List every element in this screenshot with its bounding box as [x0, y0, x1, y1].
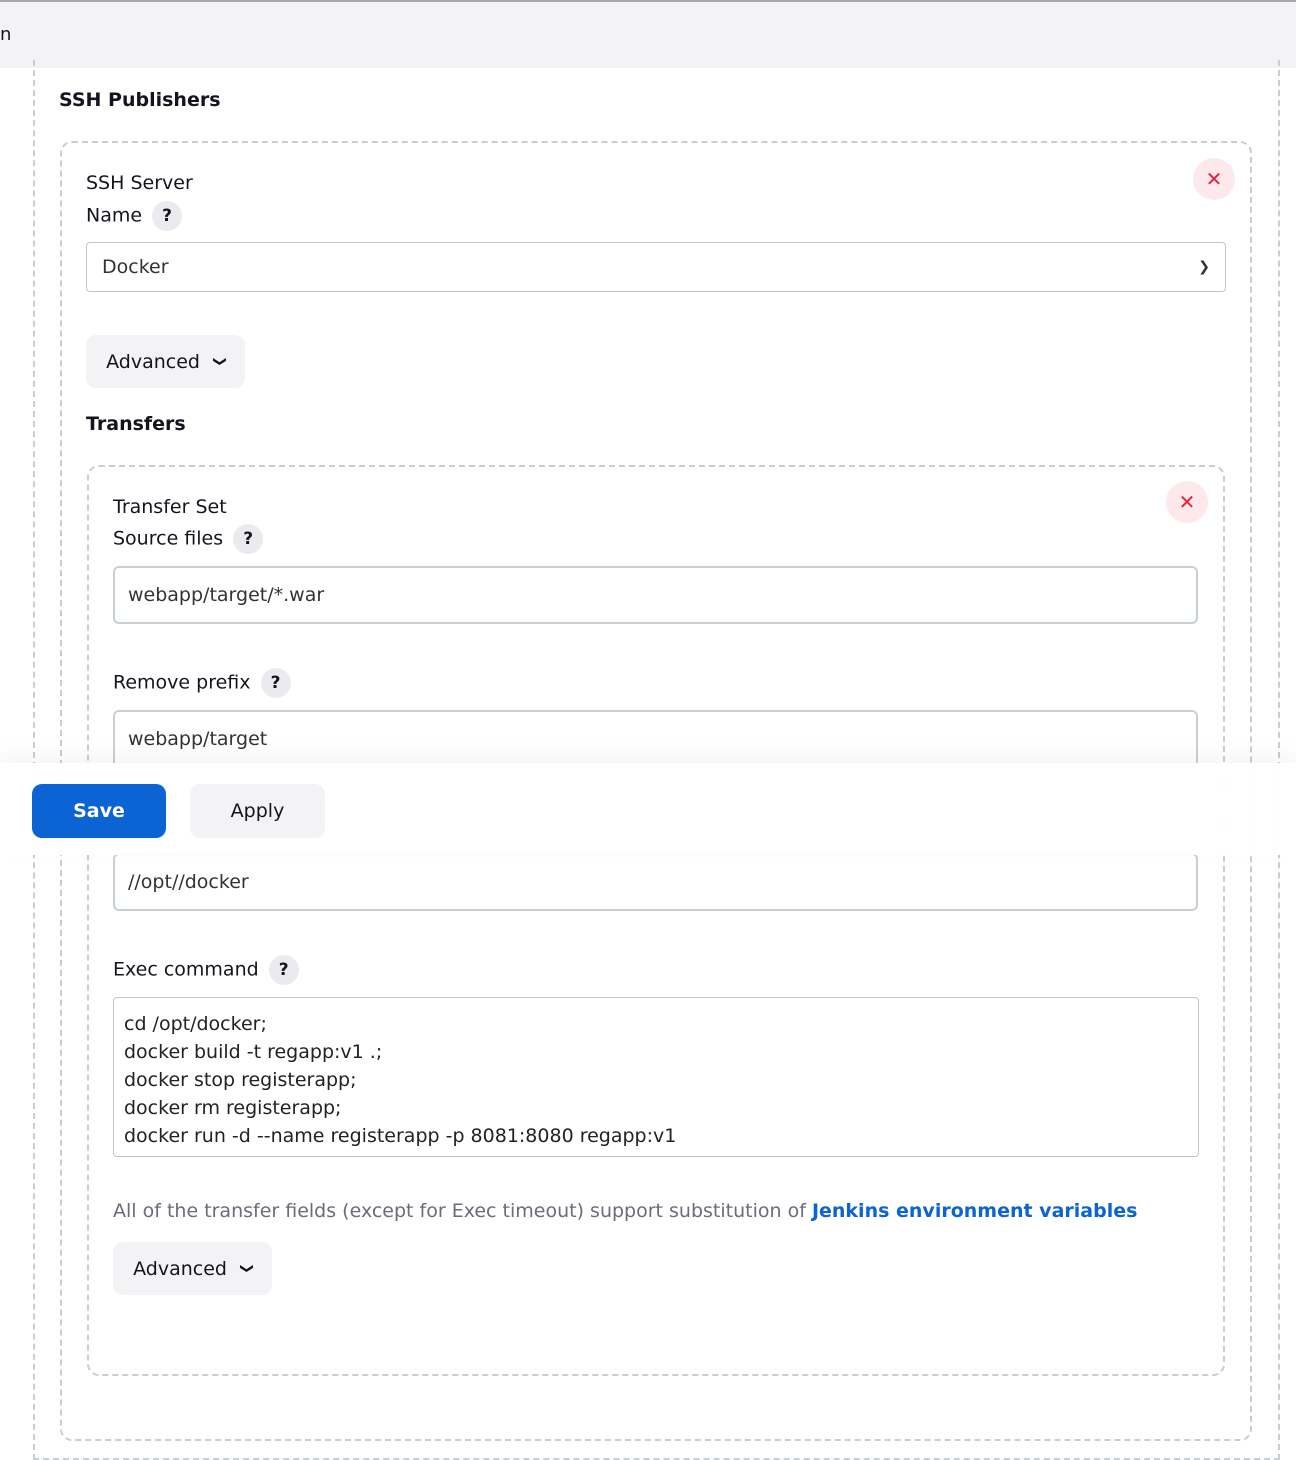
- help-icon[interactable]: ?: [233, 524, 263, 554]
- chevron-down-icon: ❯: [211, 356, 227, 367]
- remote-directory-input[interactable]: //opt//docker: [113, 853, 1198, 911]
- server-name-value: Docker: [102, 256, 169, 278]
- remove-prefix-label: [113, 668, 291, 698]
- chevron-down-icon: ❯: [1198, 259, 1210, 275]
- substitution-note: [113, 1200, 1137, 1222]
- jenkins-env-vars-link[interactable]: Jenkins environment variables: [811, 1200, 1138, 1222]
- help-icon[interactable]: ?: [152, 201, 182, 231]
- advanced-label: Advanced: [106, 350, 200, 373]
- close-icon: ✕: [1205, 167, 1223, 191]
- save-button[interactable]: Save: [32, 784, 166, 838]
- remove-prefix-text: Remove prefix: [113, 671, 251, 694]
- chevron-down-icon: ❯: [238, 1263, 254, 1274]
- header-cut-text: n: [0, 24, 12, 45]
- source-files-text: Source files: [113, 527, 224, 550]
- exec-command-textarea[interactable]: cd /opt/docker; docker build -t regapp:v1 .; docker stop registerapp; docker rm registerapp; docker run -d --name registerapp -p 8081:8080 regapp:v1: [113, 997, 1199, 1157]
- remove-transfer-button[interactable]: [1166, 481, 1208, 523]
- name-label: [86, 201, 182, 231]
- source-files-input[interactable]: webapp/target/*.war: [113, 566, 1198, 624]
- top-header: [0, 0, 1296, 68]
- transfer-advanced-button[interactable]: [113, 1242, 272, 1295]
- help-icon[interactable]: ?: [261, 668, 291, 698]
- server-advanced-button[interactable]: [86, 335, 245, 388]
- exec-command-label: [113, 955, 299, 985]
- remove-prefix-input[interactable]: webapp/target: [113, 710, 1198, 768]
- transfers-label: Transfers: [86, 413, 186, 435]
- apply-button[interactable]: Apply: [190, 784, 325, 838]
- server-name-select[interactable]: [86, 242, 1226, 292]
- source-files-label: [113, 524, 263, 554]
- name-label-text: Name: [86, 204, 143, 227]
- transfer-set-heading: Transfer Set: [113, 496, 227, 518]
- close-icon: ✕: [1178, 490, 1196, 514]
- advanced-label: Advanced: [133, 1257, 227, 1280]
- remove-server-button[interactable]: [1193, 158, 1235, 200]
- exec-command-text: Exec command: [113, 958, 259, 981]
- ssh-server-heading: SSH Server: [86, 172, 193, 194]
- help-icon[interactable]: ?: [269, 955, 299, 985]
- note-text: All of the transfer fields (except for Exec timeout) support substitution of: [113, 1200, 812, 1222]
- section-title: SSH Publishers: [59, 89, 221, 111]
